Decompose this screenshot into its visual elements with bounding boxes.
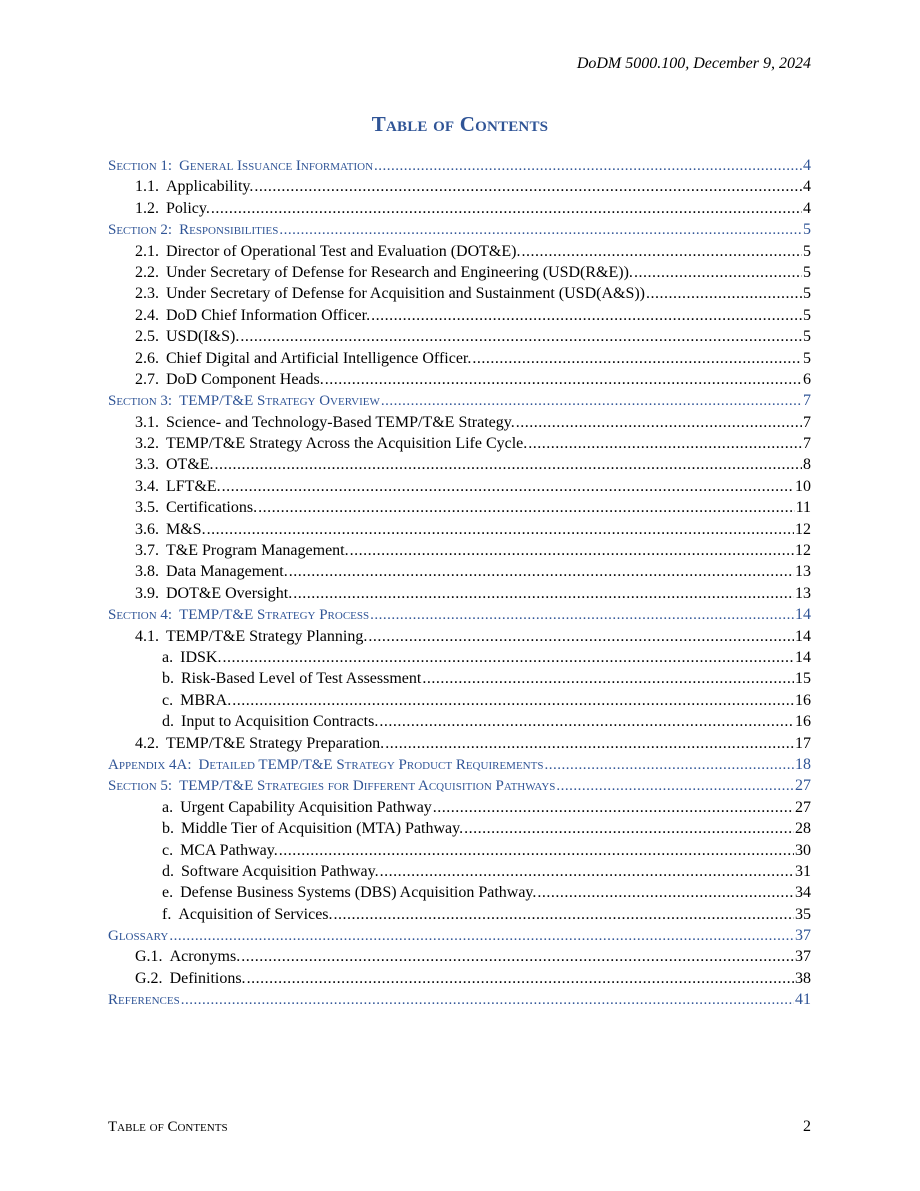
toc-entry[interactable] — [108, 305, 811, 326]
toc-page-number: 41 — [795, 991, 811, 1009]
toc-entry-number: Section 1: — [108, 158, 173, 174]
toc-entry-number: 3.6. — [135, 520, 159, 538]
toc-page-number: 4 — [803, 199, 811, 217]
toc-page-number: 27 — [795, 777, 811, 795]
toc-entry[interactable] — [108, 840, 811, 861]
toc-entry-label — [135, 176, 253, 197]
toc-entry-number: b. — [162, 820, 174, 838]
toc-page-number: 13 — [795, 584, 811, 602]
toc-entry-label — [135, 283, 645, 304]
toc-entry[interactable] — [108, 241, 811, 262]
toc-entry-label — [135, 305, 370, 326]
toc-entry-number: Section 3: — [108, 393, 173, 410]
toc-entry-label — [162, 711, 378, 732]
toc-entry[interactable] — [108, 326, 811, 347]
toc-entry-number: d. — [162, 713, 174, 731]
toc-entry-label — [162, 818, 463, 839]
dot-leader — [334, 904, 794, 925]
toc-entry[interactable] — [108, 412, 811, 433]
toc-entry-text: T&E Program Management. — [166, 542, 349, 560]
toc-entry-label — [135, 326, 239, 347]
toc-entry-label — [108, 755, 543, 776]
toc-entry-number: 4.1. — [135, 627, 159, 645]
toc-entry[interactable] — [108, 818, 811, 839]
toc-entry[interactable] — [108, 454, 811, 475]
dot-leader — [350, 540, 794, 561]
toc-entry-text: Acronyms. — [169, 948, 241, 966]
toc-entry-text: Glossary — [108, 928, 169, 945]
dot-leader — [222, 647, 794, 668]
toc-entry-number: Appendix 4A: — [108, 756, 192, 773]
dot-leader — [207, 519, 794, 540]
toc-entry-text: Definitions. — [169, 969, 246, 987]
toc-section-entry[interactable] — [108, 155, 811, 176]
toc-entry[interactable] — [108, 583, 811, 604]
footer-title: Table of Contents — [108, 1119, 228, 1135]
dot-leader — [537, 882, 794, 903]
dot-leader — [254, 176, 802, 197]
toc-entry-number: 3.5. — [135, 499, 159, 517]
dot-leader — [556, 776, 794, 797]
toc-entry-number: G.1. — [135, 948, 163, 966]
toc-entry-label — [108, 156, 373, 177]
toc-entry-number: Section 4: — [108, 607, 173, 624]
toc-entry-label — [108, 926, 168, 947]
toc-entry-label — [135, 497, 257, 518]
dot-leader — [472, 348, 802, 369]
toc-entry[interactable] — [108, 626, 811, 647]
toc-entry-label — [135, 348, 471, 369]
toc-entry-label — [135, 561, 288, 582]
toc-section-entry[interactable] — [108, 775, 811, 796]
dot-leader — [433, 797, 794, 818]
toc-page-number: 4 — [803, 157, 811, 174]
toc-page-number: 37 — [795, 948, 811, 966]
dot-leader — [385, 733, 794, 754]
toc-entry-label — [162, 861, 379, 882]
toc-entry-text: Under Secretary of Defense for Acquisition and Sustainment (USD(A&S)) — [166, 285, 645, 303]
toc-entry-text: TEMP/T&E Strategy Planning. — [166, 627, 368, 645]
toc-page-number: 5 — [803, 221, 811, 239]
toc-page-number: 16 — [795, 691, 811, 709]
toc-entry-number: 3.3. — [135, 456, 159, 474]
dot-leader — [379, 711, 794, 732]
toc-page-number: 28 — [795, 820, 811, 838]
toc-section-entry[interactable] — [108, 925, 811, 946]
toc-entry-label — [162, 647, 221, 668]
dot-leader — [634, 262, 802, 283]
toc-page-number: 31 — [795, 862, 811, 880]
toc-page-number: 8 — [803, 456, 811, 474]
toc-entry-number: 2.3. — [135, 285, 159, 303]
toc-entry[interactable] — [108, 176, 811, 197]
toc-entry-number: Section 5: — [108, 778, 173, 795]
toc-entry-text: LFT&E. — [166, 477, 221, 495]
toc-entry[interactable] — [108, 904, 811, 925]
toc-entry-label — [108, 220, 278, 241]
toc-entry-number: 2.2. — [135, 263, 159, 281]
dot-leader — [293, 583, 794, 604]
toc-entry-text: Science- and Technology-Based TEMP/T&E Strategy. — [166, 413, 515, 431]
toc-page-number: 14 — [795, 648, 811, 666]
toc-entry-label — [162, 882, 536, 903]
dot-leader — [240, 326, 802, 347]
toc-entry-label — [162, 840, 278, 861]
toc-entry-text: Detailed TEMP/T&E Strategy Product Requirements — [198, 756, 544, 773]
toc-page-number: 5 — [803, 242, 811, 260]
toc-entry[interactable] — [108, 433, 811, 454]
dot-leader — [374, 156, 802, 177]
toc-entry-text: Acquisition of Services. — [178, 905, 333, 923]
dot-leader — [370, 605, 794, 626]
dot-leader — [516, 412, 802, 433]
toc-page-number: 16 — [795, 713, 811, 731]
dot-leader — [368, 626, 794, 647]
toc-page-number: 15 — [795, 670, 811, 688]
toc-entry-label — [108, 776, 555, 797]
toc-section-entry[interactable] — [108, 390, 811, 411]
toc-entry-text: OT&E. — [166, 456, 214, 474]
dot-leader — [381, 391, 802, 412]
toc-entry[interactable] — [108, 690, 811, 711]
toc-entry-number: 3.4. — [135, 477, 159, 495]
toc-entry-text: TEMP/T&E Strategy Process — [179, 607, 370, 624]
toc-entry-number: a. — [162, 798, 174, 816]
toc-entry-label — [135, 454, 214, 475]
toc-entry-text: General Issuance Information — [179, 158, 374, 174]
toc-entry-text: Data Management. — [166, 563, 288, 581]
toc-entry-label — [135, 626, 367, 647]
toc-entry[interactable] — [108, 476, 811, 497]
toc-page-number: 14 — [795, 606, 811, 624]
toc-entry-number: 3.2. — [135, 435, 159, 453]
toc-entry-text: DoD Component Heads. — [166, 370, 324, 388]
toc-entry-label — [135, 540, 349, 561]
toc-entry-label — [135, 583, 292, 604]
dot-leader — [241, 946, 794, 967]
toc-page-number: 35 — [795, 905, 811, 923]
toc-section-entry[interactable] — [108, 604, 811, 625]
toc-page-number: 5 — [803, 349, 811, 367]
toc-entry[interactable] — [108, 733, 811, 754]
toc-entry-label — [162, 668, 421, 689]
toc-entry-number: Section 2: — [108, 222, 173, 239]
toc-entry-label — [108, 990, 180, 1011]
toc-entry-text: USD(I&S). — [166, 328, 240, 346]
toc-page-number: 14 — [795, 627, 811, 645]
toc-entry-text: DOT&E Oversight. — [166, 584, 293, 602]
toc-page-number: 5 — [803, 263, 811, 281]
dot-leader — [521, 241, 802, 262]
toc-entry-number: 4.2. — [135, 734, 159, 752]
toc-entry-label — [135, 519, 206, 540]
toc-entry[interactable] — [108, 711, 811, 732]
toc-page-number: 10 — [795, 477, 811, 495]
toc-entry-text: TEMP/T&E Strategy Across the Acquisition Life Cycle. — [166, 435, 528, 453]
toc-entry[interactable] — [108, 561, 811, 582]
toc-page-number: 5 — [803, 328, 811, 346]
toc-entry-label — [135, 733, 384, 754]
toc-entry[interactable] — [108, 540, 811, 561]
toc-entry-text: TEMP/T&E Strategies for Different Acquisition Pathways — [179, 778, 556, 795]
toc-entry-text: M&S. — [166, 520, 206, 538]
toc-page-number: 38 — [795, 969, 811, 987]
dot-leader — [325, 369, 802, 390]
toc-entry-text: Middle Tier of Acquisition (MTA) Pathway. — [181, 820, 464, 838]
toc-entry-number: f. — [162, 905, 172, 923]
toc-entry[interactable] — [108, 348, 811, 369]
toc-entry-text: Risk-Based Level of Test Assessment — [181, 670, 422, 688]
dot-leader — [211, 198, 802, 219]
toc-entry-label — [135, 946, 240, 967]
toc-entry-number: G.2. — [135, 969, 163, 987]
toc-page-number: 17 — [795, 734, 811, 752]
toc-entry-label — [108, 391, 380, 412]
toc-entry-number: 2.6. — [135, 349, 159, 367]
toc-entry-label — [108, 605, 369, 626]
toc-entry[interactable] — [108, 198, 811, 219]
toc-page-number: 18 — [795, 755, 811, 773]
toc-entry-number: 2.4. — [135, 306, 159, 324]
toc-entry[interactable] — [108, 497, 811, 518]
toc-entry-label — [135, 262, 633, 283]
dot-leader — [169, 926, 794, 947]
toc-entry-text: References — [108, 992, 180, 1009]
dot-leader — [289, 561, 794, 582]
toc-section-entry[interactable] — [108, 219, 811, 240]
toc-entry-text: Input to Acquisition Contracts. — [181, 713, 379, 731]
toc-entry-number: a. — [162, 648, 174, 666]
dot-leader — [422, 668, 794, 689]
toc-entry[interactable] — [108, 861, 811, 882]
toc-entry-number: c. — [162, 691, 174, 709]
toc-entry-text: MCA Pathway. — [180, 841, 278, 859]
toc-entry-label — [135, 968, 246, 989]
dot-leader — [371, 305, 802, 326]
toc-entry-label — [135, 198, 210, 219]
toc-entry-text: Under Secretary of Defense for Research and Engineering (USD(R&E)). — [166, 263, 633, 281]
toc-section-entry[interactable] — [108, 754, 811, 775]
toc-page-number: 7 — [803, 392, 811, 410]
toc-entry-number: 2.5. — [135, 328, 159, 346]
dot-leader — [544, 755, 794, 776]
toc-entry-text: TEMP/T&E Strategy Preparation. — [166, 734, 385, 752]
toc-entry-number: d. — [162, 862, 174, 880]
dot-leader — [222, 476, 794, 497]
toc-entry-text: Applicability. — [166, 178, 254, 196]
toc-page-number: 5 — [803, 306, 811, 324]
dot-leader — [380, 861, 794, 882]
dot-leader — [258, 497, 795, 518]
toc-entry-number: c. — [162, 841, 174, 859]
dot-leader — [279, 220, 802, 241]
toc-entry-label — [135, 412, 515, 433]
toc-entry-number: 1.2. — [135, 199, 159, 217]
toc-page-number: 37 — [795, 927, 811, 945]
toc-page-number: 13 — [795, 563, 811, 581]
toc-entry-number: 3.9. — [135, 584, 159, 602]
toc-entry-text: Director of Operational Test and Evaluation (DOT&E). — [166, 242, 521, 260]
toc-page-number: 12 — [795, 542, 811, 560]
toc-entry-text: Chief Digital and Artificial Intelligence Officer. — [166, 349, 472, 367]
toc-entry[interactable] — [108, 519, 811, 540]
toc-section-entry[interactable] — [108, 989, 811, 1010]
toc-entry-label — [135, 476, 221, 497]
toc-entry[interactable] — [108, 882, 811, 903]
toc-entry[interactable] — [108, 797, 811, 818]
dot-leader — [464, 818, 794, 839]
toc-entry-number: 1.1. — [135, 178, 159, 196]
toc-entry-text: MBRA. — [180, 691, 232, 709]
toc-entry-text: DoD Chief Information Officer. — [166, 306, 371, 324]
toc-page-number: 6 — [803, 370, 811, 388]
toc-entry-text: Policy. — [166, 199, 210, 217]
toc-entry-number: 3.1. — [135, 413, 159, 431]
toc-entry-number: 3.8. — [135, 563, 159, 581]
toc-entry[interactable] — [108, 968, 811, 989]
toc-entry-label — [162, 904, 333, 925]
toc-page-number: 7 — [803, 435, 811, 453]
toc-entry[interactable] — [108, 668, 811, 689]
toc-entry-label — [135, 241, 520, 262]
dot-leader — [646, 283, 802, 304]
dot-leader — [232, 690, 794, 711]
toc-entry-number: 2.1. — [135, 242, 159, 260]
toc-page-number: 4 — [803, 178, 811, 196]
toc-entry-number: e. — [162, 884, 174, 902]
toc-entry-text: Responsibilities — [179, 222, 279, 239]
toc-entry[interactable] — [108, 283, 811, 304]
toc-entry[interactable] — [108, 647, 811, 668]
toc-entry[interactable] — [108, 262, 811, 283]
toc-entry-text: Certifications. — [166, 499, 258, 517]
dot-leader — [279, 840, 794, 861]
dot-leader — [528, 433, 802, 454]
toc-page-number: 7 — [803, 413, 811, 431]
toc-entry-text: TEMP/T&E Strategy Overview — [179, 393, 380, 410]
toc-page-number: 5 — [803, 285, 811, 303]
toc-entry-number: b. — [162, 670, 174, 688]
dot-leader — [247, 968, 794, 989]
running-head: DoDM 5000.100, December 9, 2024 — [576, 55, 811, 72]
toc-page-number: 11 — [795, 499, 811, 517]
dot-leader — [181, 990, 794, 1011]
toc-entry-text: IDSK. — [180, 648, 222, 666]
toc-entry-number: 3.7. — [135, 542, 159, 560]
toc-entry-label — [135, 369, 324, 390]
page-number: 2 — [803, 1118, 811, 1135]
toc-page-number: 34 — [795, 884, 811, 902]
toc-entry-text: Defense Business Systems (DBS) Acquisition Pathway. — [180, 884, 537, 902]
page-title: Table of Contents — [371, 112, 549, 136]
table-of-contents — [108, 155, 811, 1011]
toc-entry-label — [162, 797, 432, 818]
toc-page-number: 30 — [795, 841, 811, 859]
toc-page-number: 12 — [795, 520, 811, 538]
toc-entry-label — [135, 433, 527, 454]
dot-leader — [215, 454, 802, 475]
toc-entry-text: Urgent Capability Acquisition Pathway — [180, 798, 432, 816]
toc-page-number: 27 — [795, 798, 811, 816]
toc-entry-text: Software Acquisition Pathway. — [181, 862, 379, 880]
toc-entry-label — [162, 690, 231, 711]
toc-entry-number: 2.7. — [135, 370, 159, 388]
toc-entry[interactable] — [108, 946, 811, 967]
toc-entry[interactable] — [108, 369, 811, 390]
